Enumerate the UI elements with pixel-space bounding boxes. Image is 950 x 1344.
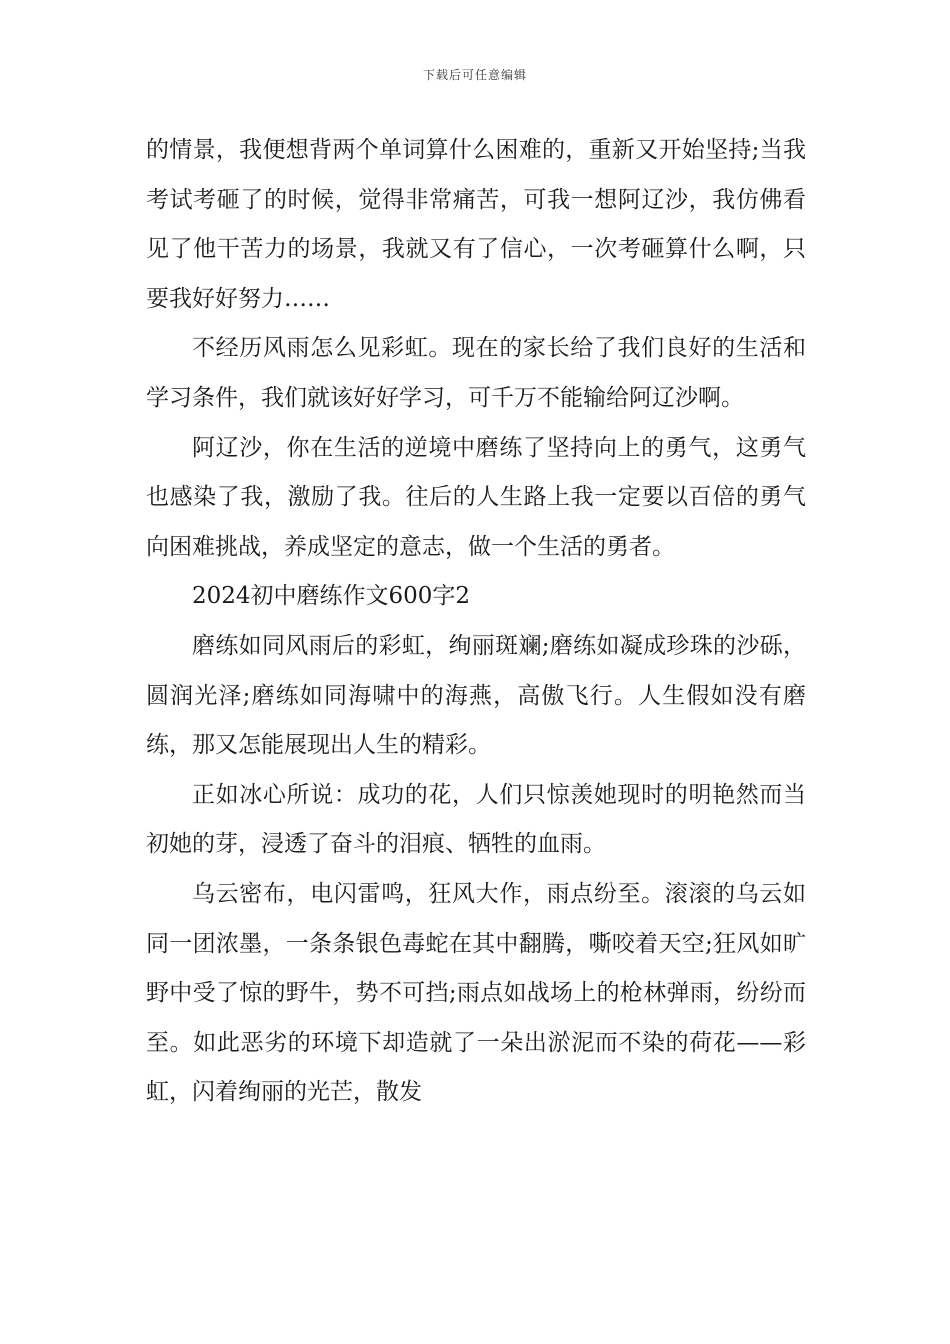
paragraph: 不经历风雨怎么见彩虹。现在的家长给了我们良好的生活和学习条件，我们就该好好学习，可千万不能输给阿辽沙啊。 xyxy=(146,335,806,411)
document-body xyxy=(146,126,806,1118)
paragraph: 阿辽沙，你在生活的逆境中磨练了坚持向上的勇气，这勇气也感染了我，激励了我。往后的人生路上我一定要以百倍的勇气向困难挑战，养成坚定的意志，做一个生活的勇者。 xyxy=(146,434,806,560)
page-header: 下载后可任意编辑 xyxy=(422,68,527,82)
paragraph: 的情景，我便想背两个单词算什么困难的，重新又开始坚持;当我考试考砸了的时候，觉得非常痛苦，可我一想阿辽沙，我仿佛看见了他干苦力的场景，我就又有了信心，一次考砸算什么啊，只要我好好努力…… xyxy=(146,137,806,312)
section-heading: 2024初中磨练作文600字2 xyxy=(192,583,471,610)
paragraph: 磨练如同风雨后的彩虹，绚丽斑斓;磨练如凝成珍珠的沙砾，圆润光泽;磨练如同海啸中的海燕，高傲飞行。人生假如没有磨练，那又怎能展现出人生的精彩。 xyxy=(146,632,806,759)
paragraph: 乌云密布，电闪雷鸣，狂风大作，雨点纷至。滚滚的乌云如同一团浓墨，一条条银色毒蛇在其中翻腾，嘶咬着天空;狂风如旷野中受了惊的野牛，势不可挡;雨点如战场上的枪林弹雨，纷纷而至。如此恶劣的环境下却造就了一朵出淤泥而不染的荷花——彩虹，闪着绚丽的光芒，散发 xyxy=(146,880,806,1106)
paragraph: 正如冰心所说：成功的花，人们只惊羡她现时的明艳然而当初她的芽，浸透了奋斗的泪痕、牺牲的血雨。 xyxy=(146,781,806,858)
